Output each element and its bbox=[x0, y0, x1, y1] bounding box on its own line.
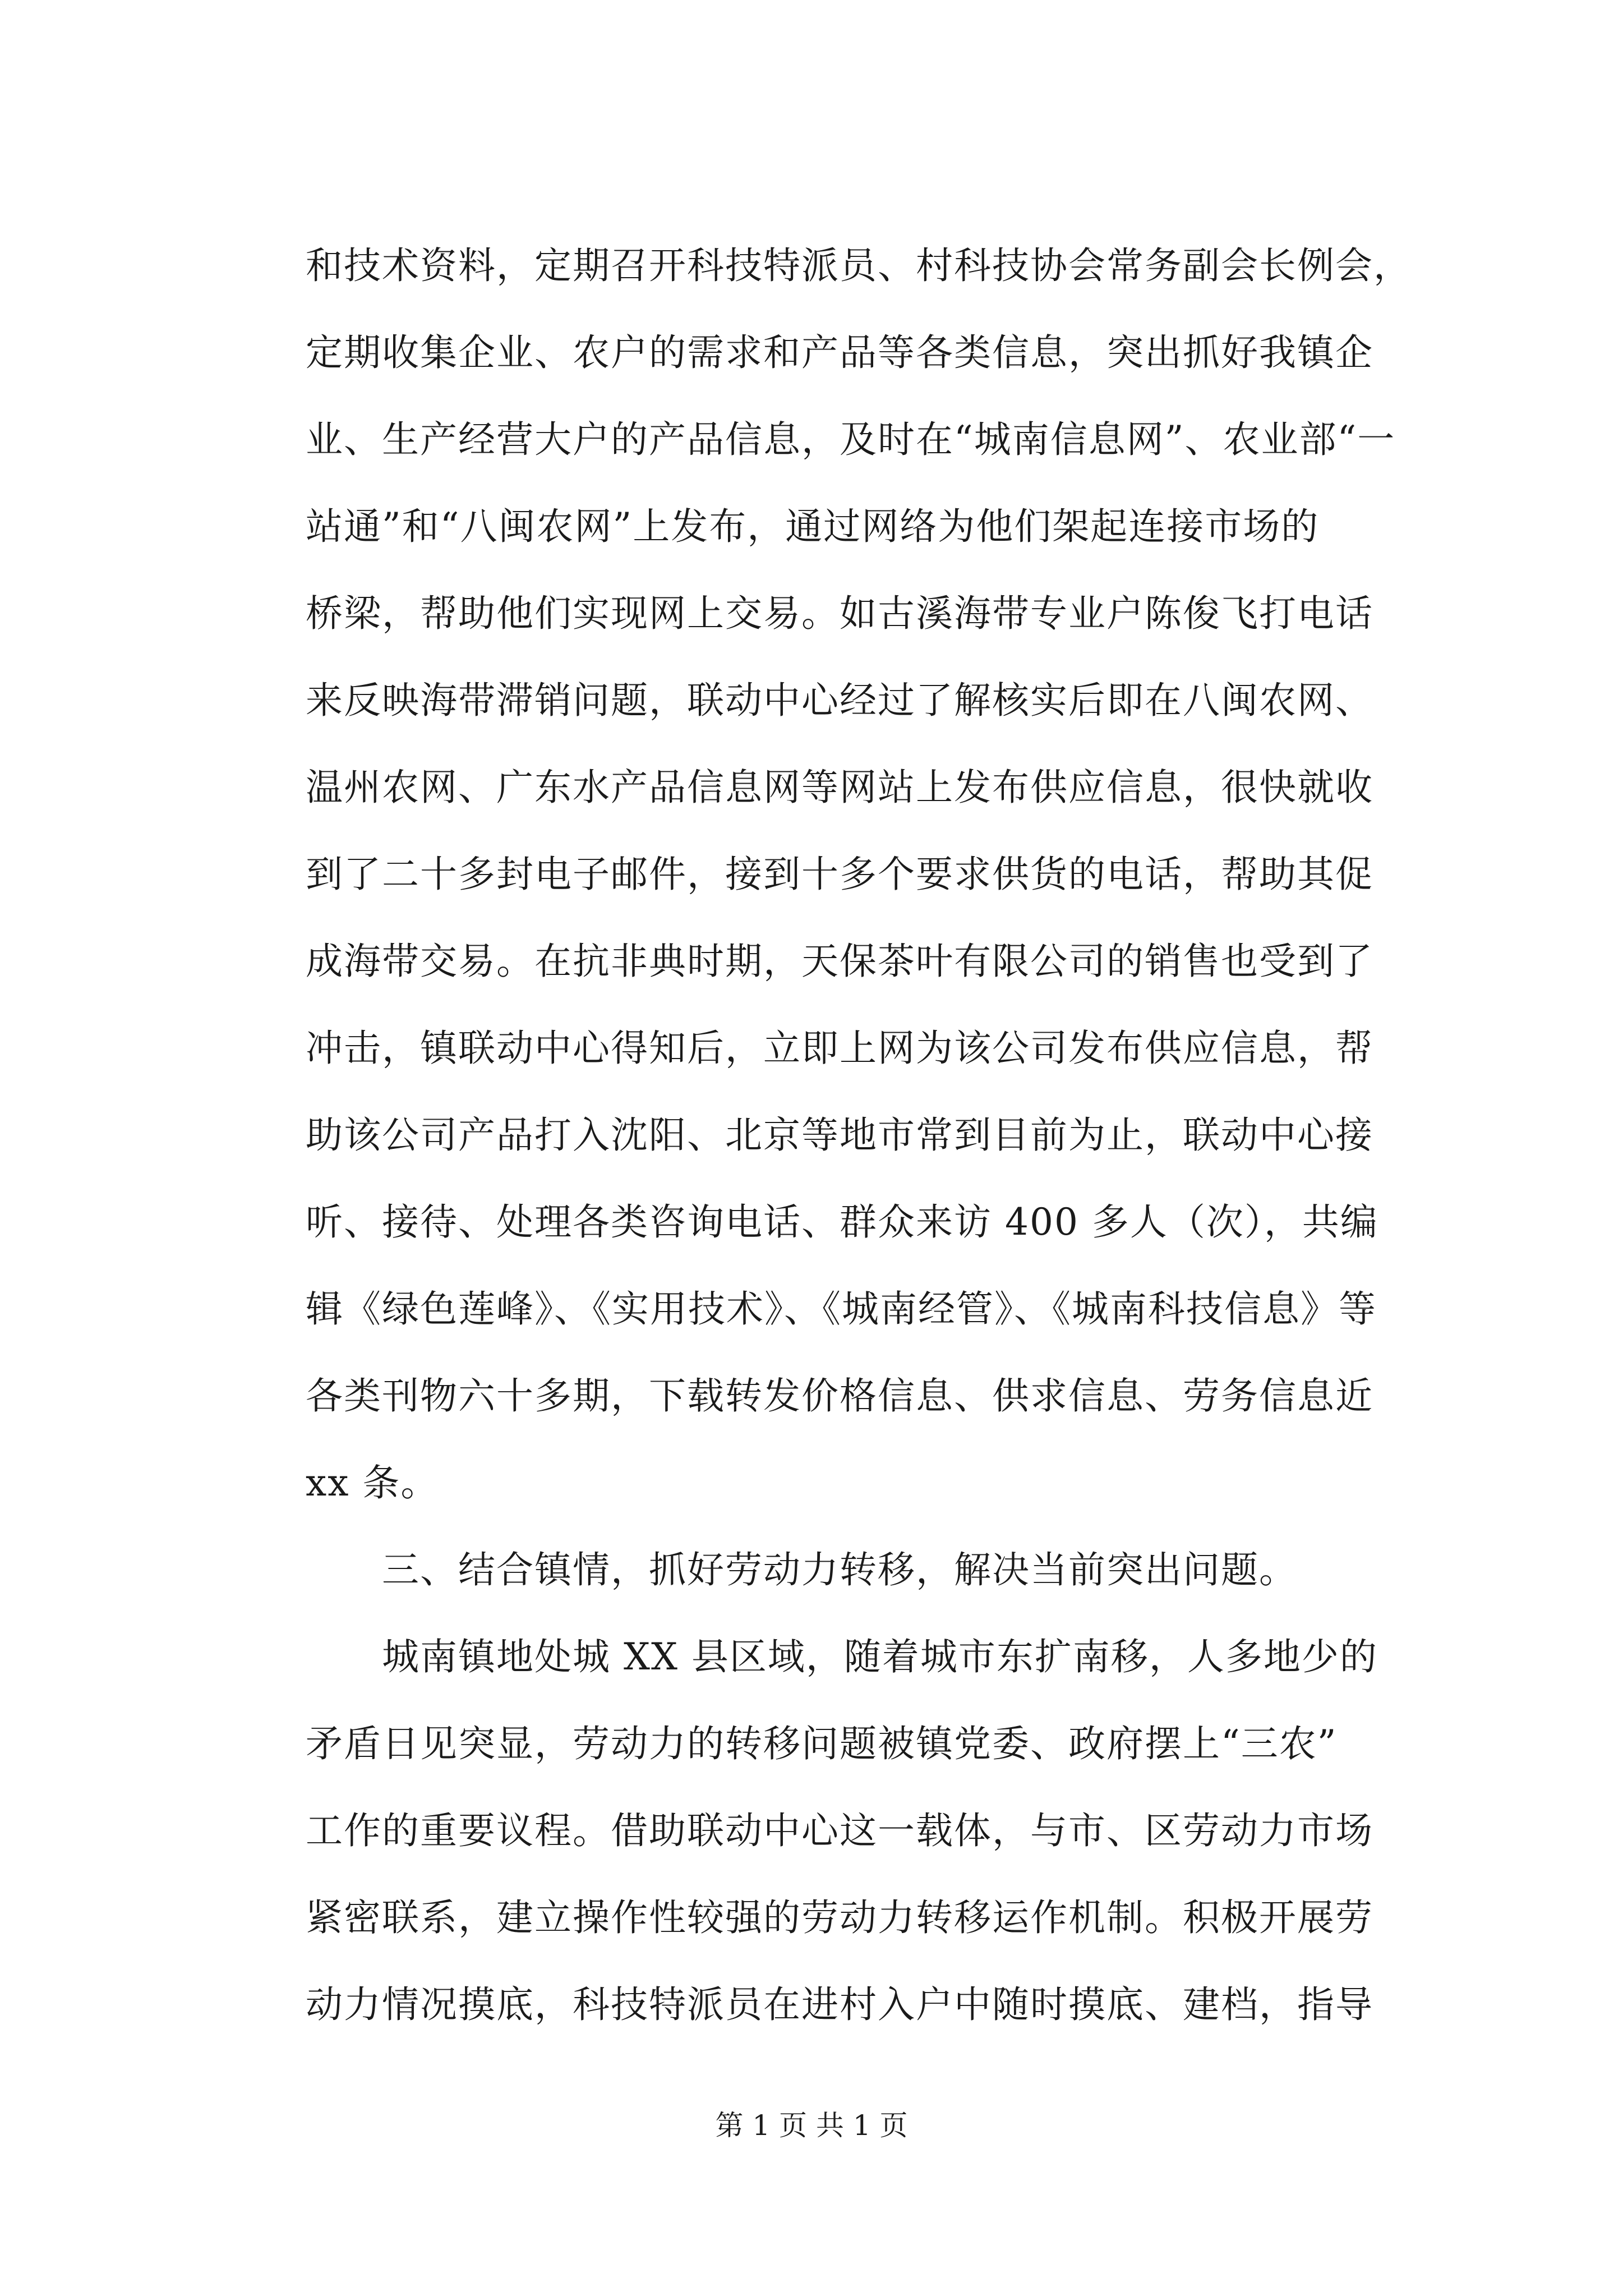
text-line: 听、接待、处理各类咨询电话、群众来访 400 多人（次），共编 bbox=[306, 1200, 1378, 1244]
text-line: 桥梁，帮助他们实现网上交易。如古溪海带专业户陈俊飞打电话 bbox=[306, 592, 1373, 635]
text-line: 工作的重要议程。借助联动中心这一载体，与市、区劳动力市场 bbox=[306, 1809, 1373, 1852]
text-line: 到了二十多封电子邮件，接到十多个要求供货的电话，帮助其促 bbox=[306, 853, 1373, 896]
text-line: 辑《绿色莲峰》、《实用技术》、《城南经管》、《城南科技信息》等 bbox=[306, 1287, 1377, 1331]
text-line: 定期收集企业、农户的需求和产品等各类信息，突出抓好我镇企 bbox=[306, 331, 1373, 374]
text-line: 动力情况摸底，科技特派员在进村入户中随时摸底、建档，指导 bbox=[306, 1983, 1373, 2026]
text-line: 站通”和“八闽农网”上发布，通过网络为他们架起连接市场的 bbox=[306, 505, 1320, 548]
section-heading: 三、结合镇情，抓好劳动力转移，解决当前突出问题。 bbox=[306, 1548, 1297, 1591]
text-line: 城南镇地处城 XX 县区域，随着城市东扩南移，人多地少的 bbox=[306, 1635, 1378, 1678]
text-line: xx 条。 bbox=[306, 1461, 439, 1504]
text-line: 矛盾日见突显，劳动力的转移问题被镇党委、政府摆上“三农” bbox=[306, 1722, 1338, 1765]
text-line: 和技术资料，定期召开科技特派员、村科技协会常务副会长例会， bbox=[306, 244, 1412, 287]
text-line: 紧密联系，建立操作性较强的劳动力转移运作机制。积极开展劳 bbox=[306, 1896, 1373, 1939]
text-line: 业、生产经营大户的产品信息，及时在“城南信息网”、农业部“一 bbox=[306, 418, 1396, 461]
text-line: 成海带交易。在抗非典时期，天保茶叶有限公司的销售也受到了 bbox=[306, 940, 1373, 983]
text-line: 温州农网、广东水产品信息网等网站上发布供应信息，很快就收 bbox=[306, 766, 1373, 809]
text-line: 来反映海带滞销问题，联动中心经过了解核实后即在八闽农网、 bbox=[306, 679, 1373, 722]
text-line: 冲击，镇联动中心得知后，立即上网为该公司发布供应信息，帮 bbox=[306, 1027, 1373, 1070]
text-line: 各类刊物六十多期，下载转发价格信息、供求信息、劳务信息近 bbox=[306, 1374, 1373, 1418]
page-footer: 第 1 页 共 1 页 bbox=[715, 2109, 908, 2142]
text-line: 助该公司产品打入沈阳、北京等地市常到目前为止，联动中心接 bbox=[306, 1114, 1373, 1157]
